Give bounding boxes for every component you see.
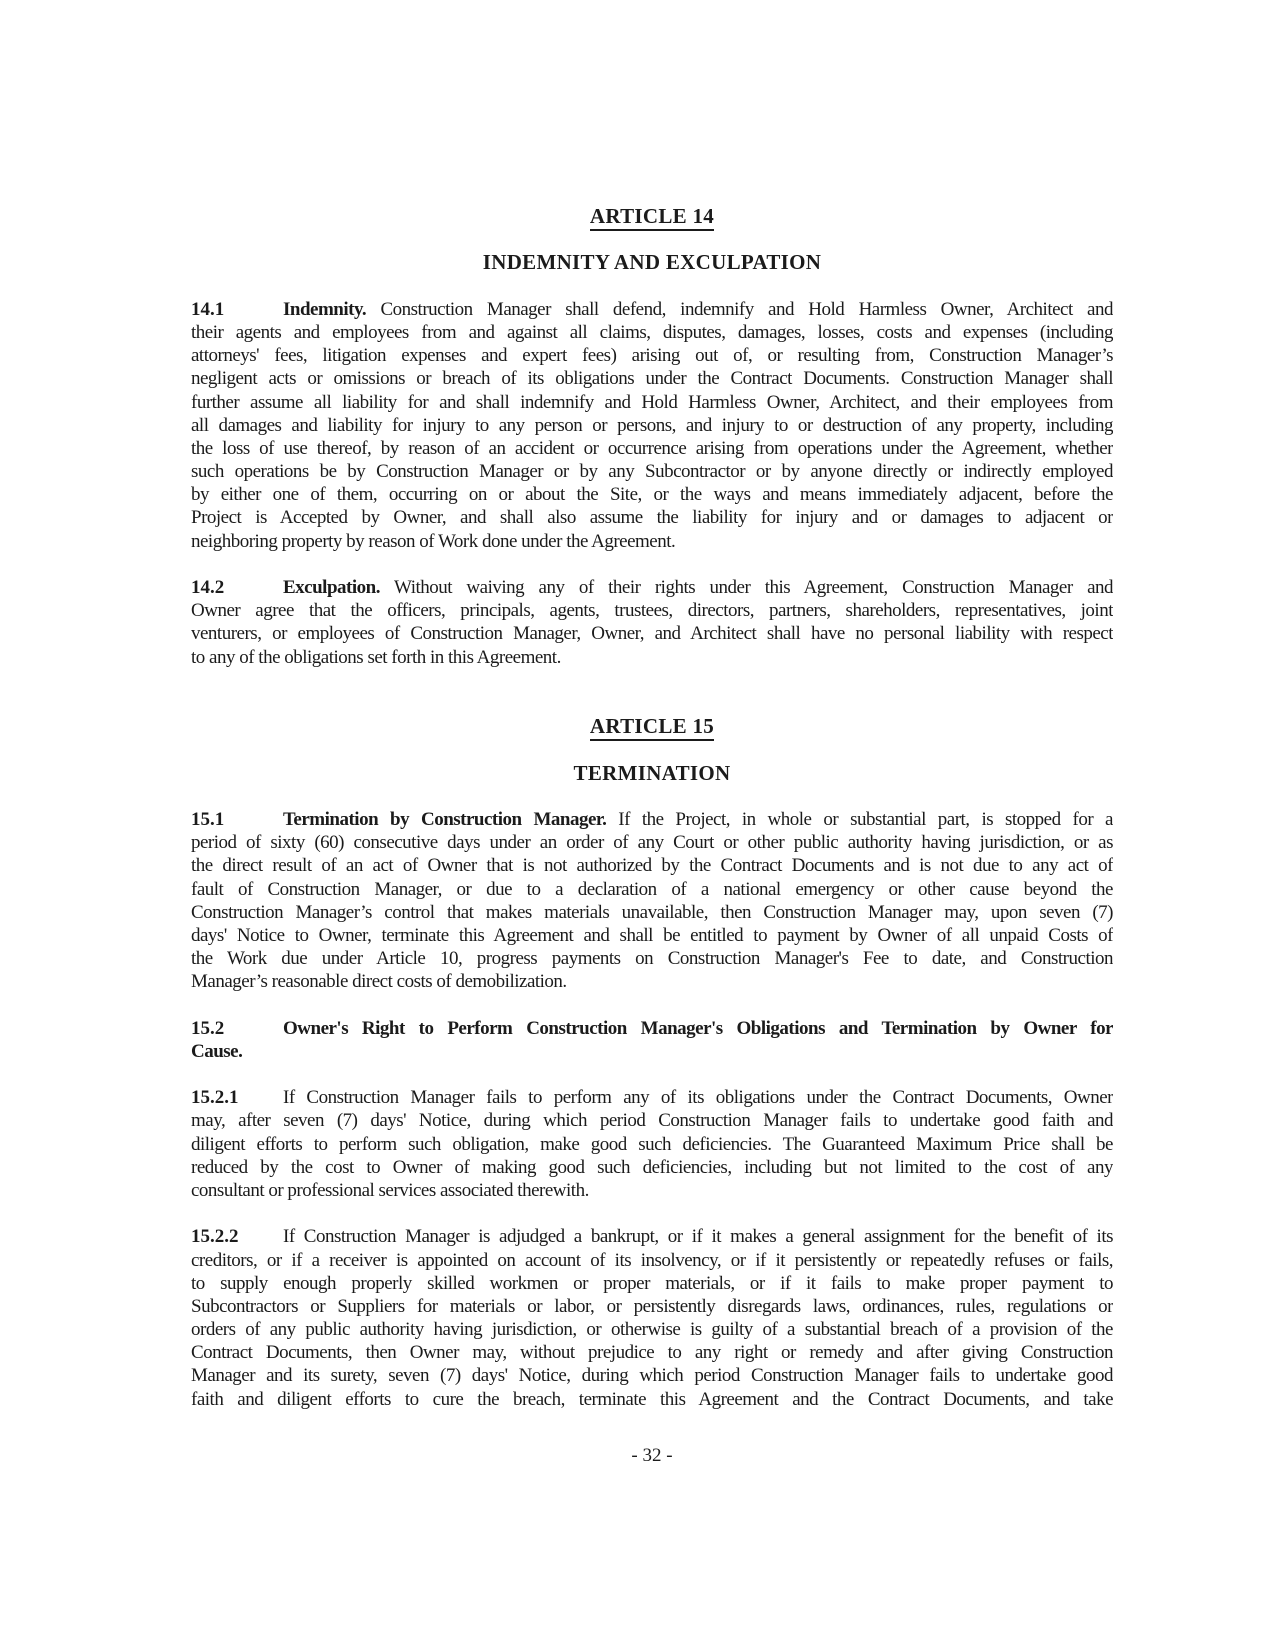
- text-line: venturers, or employees of Construction Manager, Owner, and Architect shall have no personal liability with respect: [191, 623, 1113, 645]
- section-title: Indemnity.: [283, 298, 367, 320]
- text-line: to any of the obligations set forth in this Agreement.: [191, 646, 561, 668]
- text-line: 15.2.2 If Construction Manager is adjudged a bankrupt, or if it makes a general assignment for the benefit of its: [191, 1226, 1113, 1248]
- section-number: 15.2.2: [191, 1226, 239, 1248]
- section-number: 14.2: [191, 577, 225, 599]
- text-line: orders of any public authority having jurisdiction, or otherwise is guilty of a substantial breach of a provision of the: [191, 1319, 1113, 1341]
- article-15-heading: [191, 715, 1113, 738]
- article-14-subheading: INDEMNITY AND EXCULPATION: [482, 250, 822, 275]
- section-15-2-1: [191, 1086, 1113, 1202]
- text-line: Subcontractors or Suppliers for materials or labor, or persistently disregards laws, ordinances, rules, regulations or: [191, 1295, 1113, 1317]
- text-line: to supply enough properly skilled workmen or proper materials, or if it fails to make proper payment to: [191, 1272, 1113, 1294]
- text-line: Owner agree that the officers, principals, agents, trustees, directors, partners, shareholders, representatives, joint: [191, 600, 1113, 622]
- text-line: further assume all liability for and shall indemnify and Hold Harmless Owner, Architect, and their employees from: [191, 391, 1113, 413]
- section-15-2-2: [191, 1225, 1113, 1411]
- article-14-heading: [191, 205, 1113, 228]
- text-line: reduced by the cost to Owner of making good such deficiencies, including but not limited to the cost of any: [191, 1156, 1113, 1178]
- text-line: 14.1 Indemnity. Construction Manager shall defend, indemnify and Hold Harmless Owner, Architect and: [191, 298, 1113, 320]
- page-number: - 32 -: [631, 1445, 673, 1466]
- text-line: Cause.: [191, 1040, 243, 1062]
- text-line: Manager and its surety, seven (7) days' Notice, during which period Construction Manager fails to undertake good: [191, 1365, 1113, 1387]
- text-line: neighboring property by reason of Work done under the Agreement.: [191, 530, 676, 552]
- text-line: by either one of them, occurring on or about the Site, or the ways and means immediately adjacent, before the: [191, 484, 1113, 506]
- text-line: their agents and employees from and against all claims, disputes, damages, losses, costs and expenses (including: [191, 321, 1113, 343]
- text-line: 15.1 Termination by Construction Manager. If the Project, in whole or substantial part, is stopped for a: [191, 808, 1113, 830]
- text-line: diligent efforts to perform such obligation, make good such deficiencies. The Guaranteed Maximum Price shall be: [191, 1133, 1113, 1155]
- text-line: days' Notice to Owner, terminate this Agreement and shall be entitled to payment by Owner of all unpaid Costs of: [191, 924, 1113, 946]
- text-line: Construction Manager’s control that makes materials unavailable, then Construction Manager may, upon seven (7): [191, 901, 1113, 923]
- text-line: 15.2 Owner's Right to Perform Construction Manager's Obligations and Termination by Owner for: [191, 1017, 1113, 1039]
- text-line: 14.2 Exculpation. Without waiving any of their rights under this Agreement, Construction Manager and: [191, 577, 1113, 599]
- document-body: [191, 205, 1113, 1411]
- section-title: Exculpation.: [283, 577, 380, 599]
- section-14-2: [191, 576, 1113, 669]
- text-line: Project is Accepted by Owner, and shall also assume the liability for injury and or damages to adjacent or: [191, 507, 1113, 529]
- text-line: attorneys' fees, litigation expenses and expert fees) arising out of, or resulting from, Construction Manager’s: [191, 345, 1113, 367]
- text-line: fault of Construction Manager, or due to a declaration of a national emergency or other cause beyond the: [191, 878, 1113, 900]
- text-line: creditors, or if a receiver is appointed on account of its insolvency, or if it persistently or repeatedly refuses or fails,: [191, 1249, 1113, 1271]
- section-number: 15.1: [191, 808, 225, 830]
- text-line: consultant or professional services associated therewith.: [191, 1179, 589, 1201]
- text-line: may, after seven (7) days' Notice, during which period Construction Manager fails to undertake good faith and: [191, 1110, 1113, 1132]
- underlined-heading-text: ARTICLE 14: [590, 204, 714, 231]
- text-line: the direct result of an act of Owner that is not authorized by the Contract Documents and is not due to any act of: [191, 855, 1113, 877]
- section-title: Termination by Construction Manager.: [283, 808, 607, 830]
- text-line: the Work due under Article 10, progress payments on Construction Manager's Fee to date, and Construction: [191, 948, 1113, 970]
- section-number: 15.2.1: [191, 1087, 239, 1109]
- section-15-1: [191, 808, 1113, 994]
- text-line: faith and diligent efforts to cure the breach, terminate this Agreement and the Contract Documents, and take: [191, 1388, 1113, 1410]
- section-number: 14.1: [191, 298, 225, 320]
- section-14-1: [191, 298, 1113, 553]
- article-15-subheading: TERMINATION: [573, 760, 731, 785]
- text-line: Manager’s reasonable direct costs of demobilization.: [191, 971, 567, 993]
- underlined-heading-text: ARTICLE 15: [590, 714, 714, 741]
- section-15-2-heading: [191, 1017, 1113, 1063]
- text-line: 15.2.1 If Construction Manager fails to perform any of its obligations under the Contract Documents, Owner: [191, 1087, 1113, 1109]
- text-line: Contract Documents, then Owner may, without prejudice to any right or remedy and after giving Construction: [191, 1342, 1113, 1364]
- text-line: period of sixty (60) consecutive days under an order of any Court or other public authority having jurisdiction, or as: [191, 832, 1113, 854]
- text-line: all damages and liability for injury to any person or persons, and injury to or destruction of any property, including: [191, 414, 1113, 436]
- text-line: such operations be by Construction Manager or by any Subcontractor or by anyone directly or indirectly employed: [191, 461, 1113, 483]
- section-number: 15.2: [191, 1017, 225, 1039]
- text-line: the loss of use thereof, by reason of an accident or occurrence arising from operations under the Agreement, whether: [191, 437, 1113, 459]
- text-line: negligent acts or omissions or breach of its obligations under the Contract Documents. Construction Manager shall: [191, 368, 1113, 390]
